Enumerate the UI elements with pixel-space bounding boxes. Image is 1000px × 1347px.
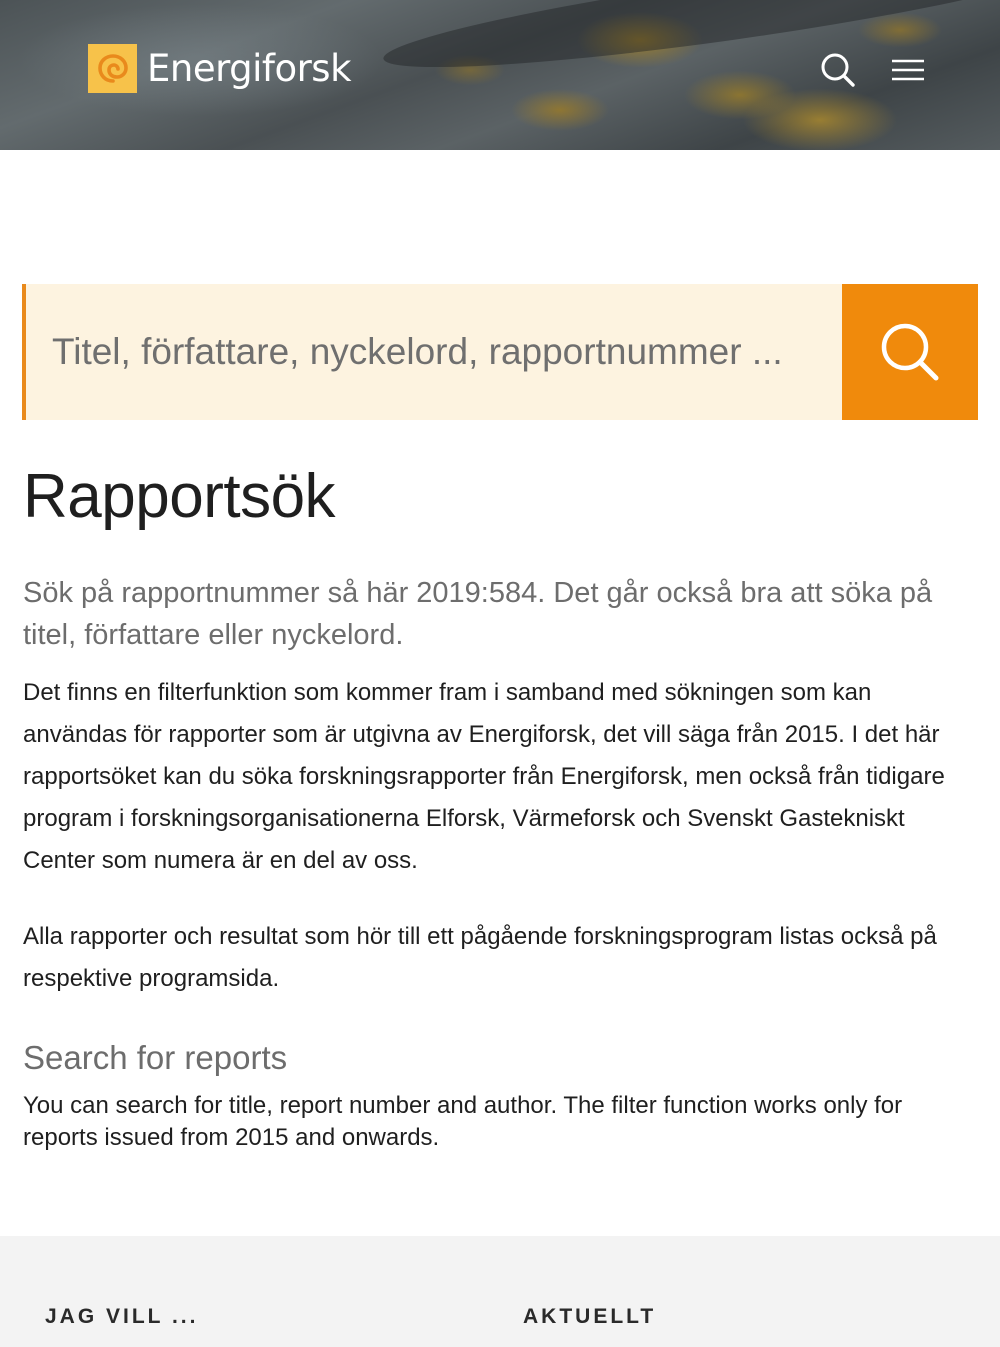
menu-button[interactable]: [888, 50, 928, 90]
main-content: [23, 460, 978, 1154]
search-icon: [879, 321, 941, 383]
hamburger-menu-icon: [891, 58, 925, 82]
header-search-button[interactable]: [818, 50, 858, 90]
report-search-input[interactable]: [22, 284, 842, 420]
site-footer: [0, 1236, 1000, 1347]
english-section-heading: Search for reports: [23, 1039, 288, 1077]
english-section-text: You can search for title, report number and author. The filter function works only for reports issued from 2015 and onwards.: [23, 1091, 903, 1151]
site-header: [0, 0, 1000, 150]
header-actions: [818, 50, 928, 90]
report-search-form: [22, 284, 978, 420]
logo-link[interactable]: [88, 44, 351, 93]
search-submit-button[interactable]: [842, 284, 978, 420]
logo-text: Energiforsk: [147, 47, 351, 90]
body-paragraph-filter: Det finns en filterfunktion som kommer fram i samband med sökningen som kan användas för rapporter som är utgivna av Energiforsk, det vill säga från 2015. I det här rapportsöket kan du söka forskningsrapporter från Energiforsk, men också från tidigare program i forskningsorganisationerna Elforsk, Värmeforsk och Svenskt Gastekniskt Center som numera är en del av oss.: [23, 679, 945, 875]
lead-text: Sök på rapportnummer så här 2019:584. Det går också bra att söka på titel, författare eller nyckelord.: [23, 577, 933, 652]
footer-heading-jag-vill: JAG VILL ...: [45, 1305, 199, 1328]
energiforsk-logo-icon: [88, 44, 137, 93]
page-title: Rapportsök: [23, 462, 336, 531]
search-icon: [820, 52, 856, 88]
body-paragraph-programs: Alla rapporter och resultat som hör till ett pågående forskningsprogram listas också på respektive programsida.: [23, 923, 937, 993]
footer-heading-aktuellt: AKTUELLT: [523, 1305, 657, 1328]
